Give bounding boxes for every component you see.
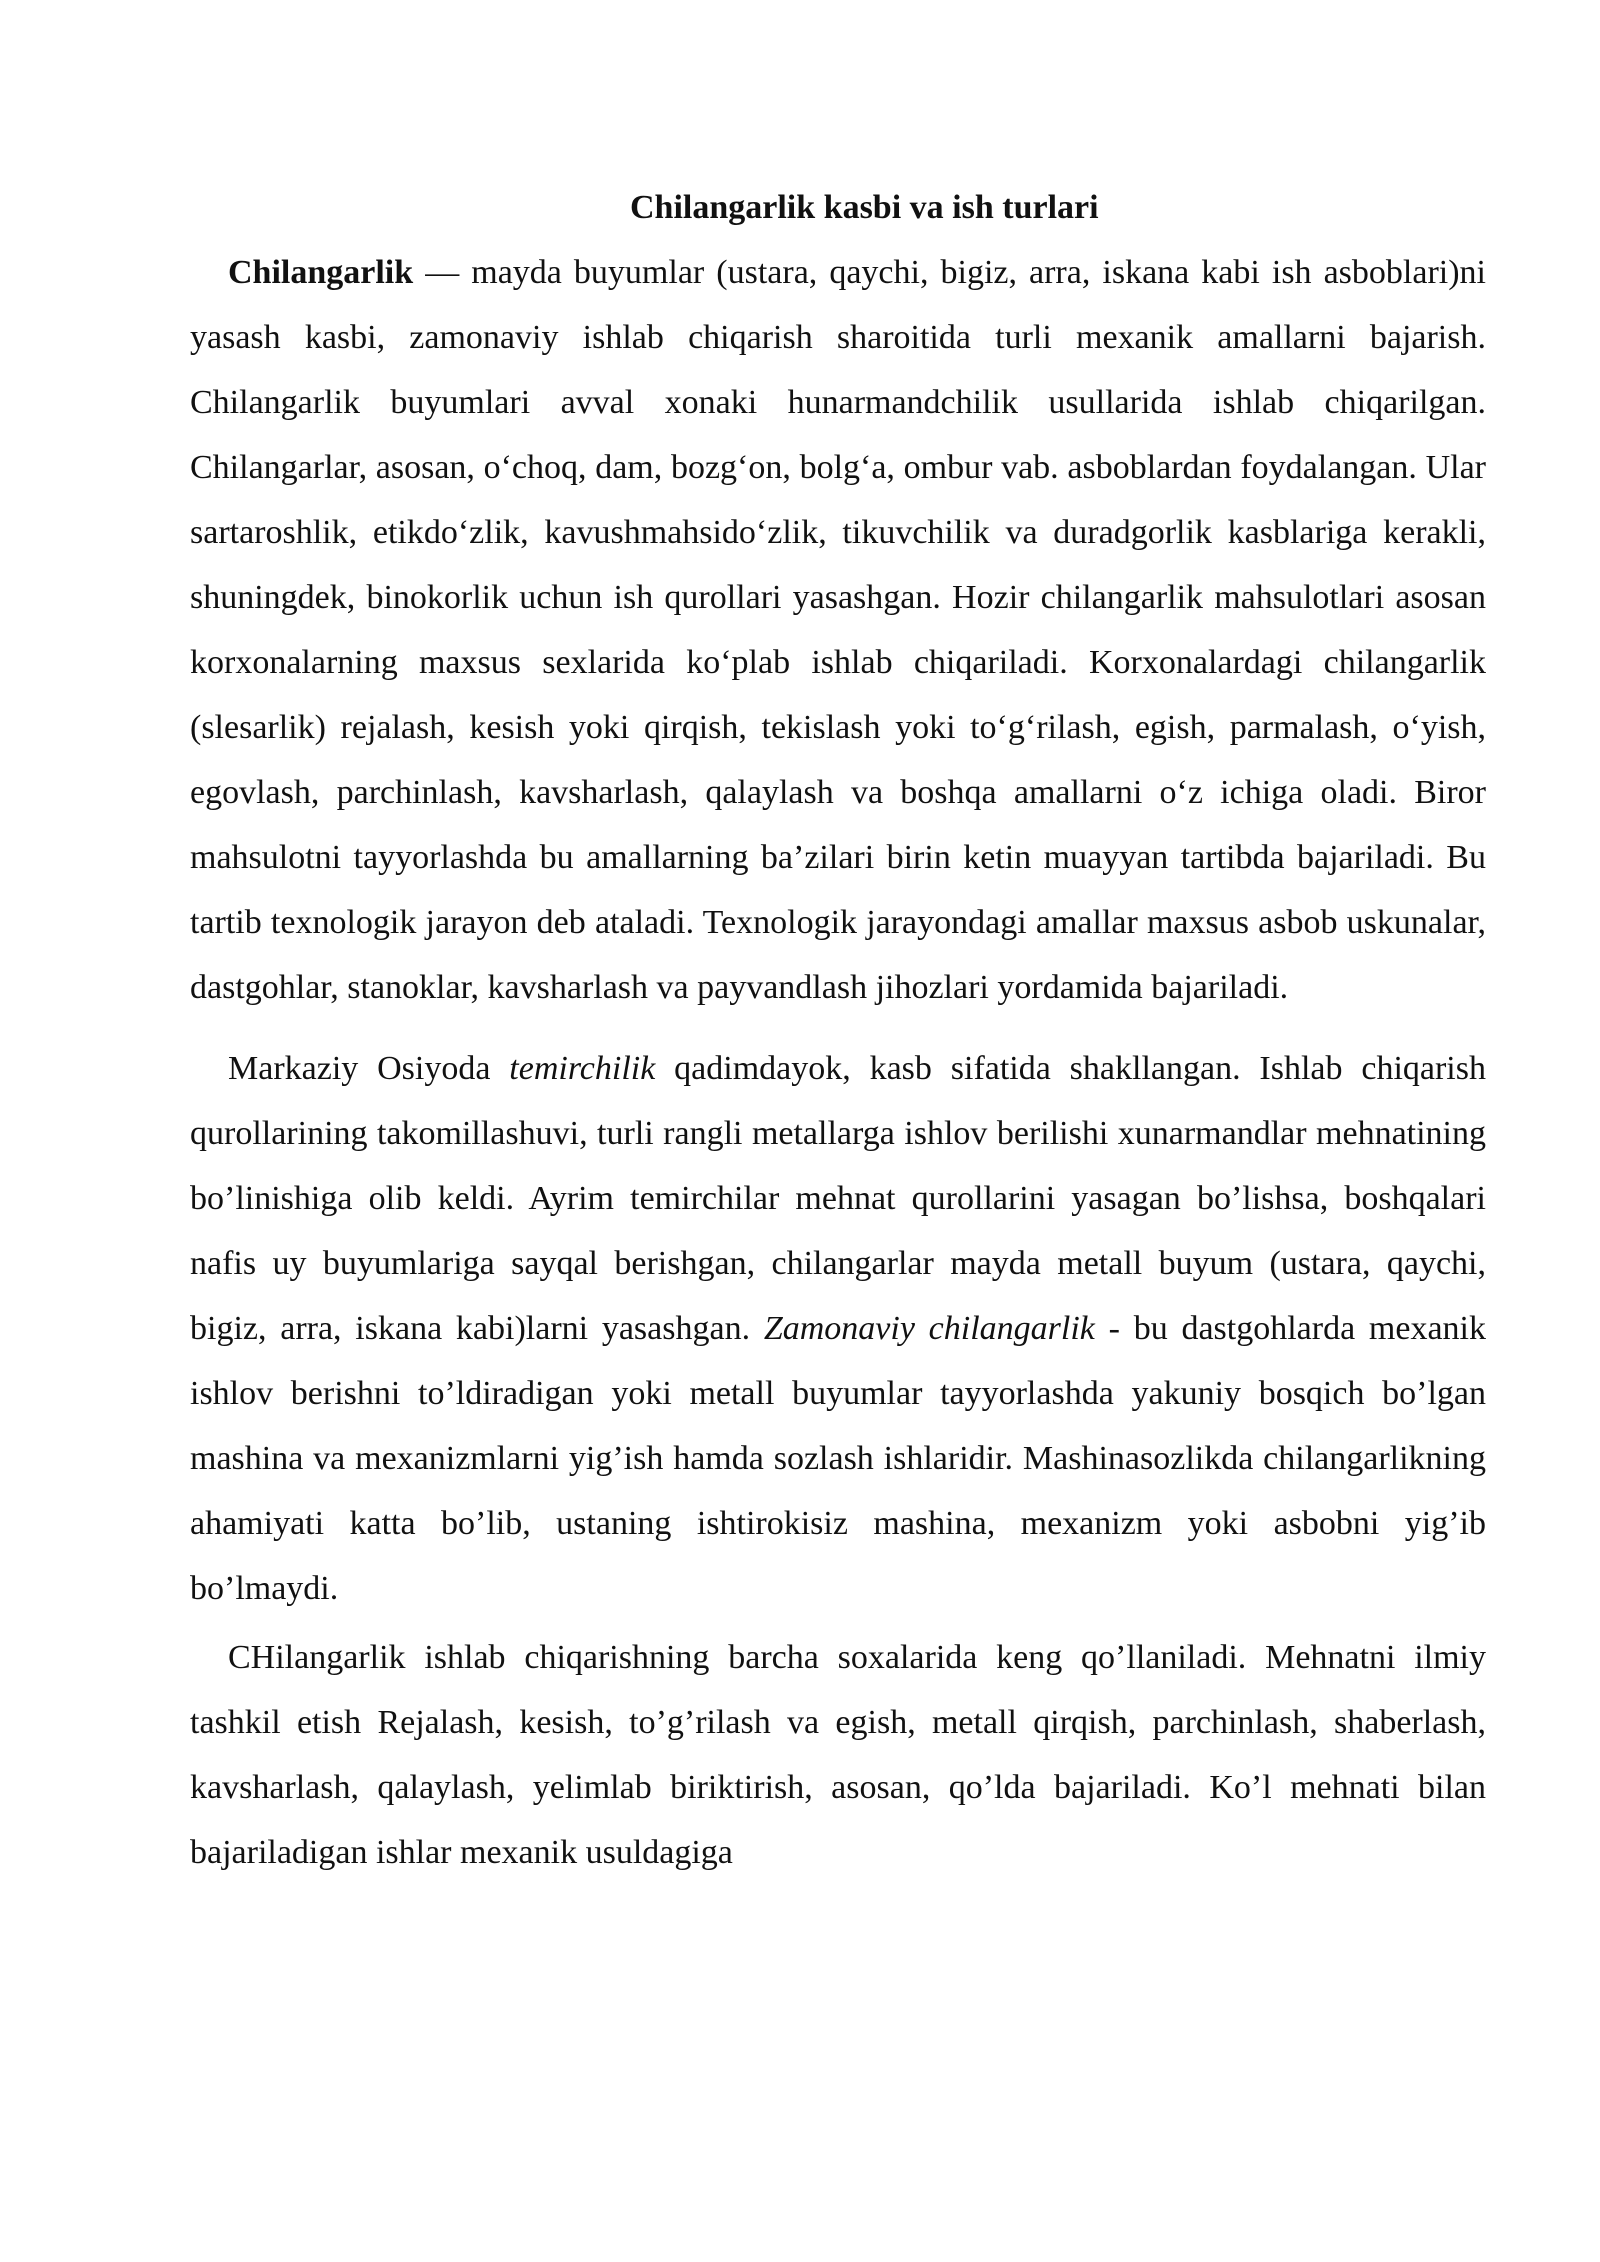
paragraph-1 (190, 240, 1486, 1020)
paragraph-2-text-c: - bu dastgohlarda mexanik ishlov berishni to’ldiradigan yoki metall buyumlar tayyorlashda yakuniy bosqich bo’lgan mashina va mexanizmlarni yig’ish hamda sozlash ishlaridir. Mashinasozlikda chilangarlikning ahamiyati katta bo’lib, ustaning ishtirokisiz mashina, mexanizm yoki asbobni yig’ib bo’lmaydi. (190, 1310, 1486, 1607)
document-title: Chilangarlik kasbi va ish turlari (630, 189, 1099, 226)
paragraph-2-text-b: qadimdayok, kasb sifatida shakllangan. Ishlab chiqarish qurollarining takomillashuvi, turli rangli metallarga ishlov berilishi xunarmandlar mehnatining bo’linishiga olib keldi. Ayrim temirchilar mehnat qurollarini yasagan bo’lishsa, boshqalari nafis uy buyumlariga sayqal berishgan, chilangarlar mayda metall buyum (ustara, qaychi, bigiz, arra, iskana kabi)larni yasashgan. (190, 1050, 1486, 1347)
term-zamonaviy-chilangarlik: Zamonaviy chilangarlik (763, 1310, 1095, 1347)
paragraph-3 (190, 1625, 1486, 1885)
paragraph-2-text-a: Markaziy Osiyoda (228, 1050, 510, 1087)
term-chilangarlik: Chilangarlik (228, 254, 414, 291)
document-body (190, 182, 1486, 1885)
term-temirchilik: temirchilik (509, 1050, 656, 1087)
paragraph-3-text: CHilangarlik ishlab chiqarishning barcha soxalarida keng qo’llaniladi. Mehnatni ilmiy tashkil etish Rejalash, kesish, to’g’rilash va egish, metall qirqish, parchinlash, shaberlash, kavsharlash, qalaylash, yelimlab biriktirish, asosan, qo’lda bajariladi. Ko’l mehnati bilan bajariladigan ishlar mexanik usuldagiga (190, 1639, 1486, 1871)
paragraph-2 (190, 1036, 1486, 1621)
paragraph-1-text: — mayda buyumlar (ustara, qaychi, bigiz, arra, iskana kabi ish asboblari)ni yasash kasbi, zamonaviy ishlab chiqarish sharoitida turli mexanik amallarni bajarish. Chilangarlik buyumlari avval xonaki hunarmandchilik usullarida ishlab chiqarilgan. Chilangarlar, asosan, o‘choq, dam, bozg‘on, bolg‘a, ombur vab. asboblardan foydalangan. Ular sartaroshlik, etikdo‘zlik, kavushmahsido‘zlik, tikuvchilik va duradgorlik kasblariga kerakli, shuningdek, binokorlik uchun ish qurollari yasashgan. Hozir chilangarlik mahsulotlari asosan korxonalarning maxsus sexlarida ko‘plab ishlab chiqariladi. Korxonalardagi chilangarlik (slesarlik) rejalash, kesish yoki qirqish, tekislash yoki to‘g‘rilash, egish, parmalash, o‘yish, egovlash, parchinlash, kavsharlash, qalaylash va boshqa amallarni o‘z ichiga oladi. Biror mahsulotni tayyorlashda bu amallarning ba’zilari birin ketin muayyan tartibda bajariladi. Bu tartib texnologik jarayon deb ataladi. Texnologik jarayondagi amallar maxsus asbob uskunalar, dastgohlar, stanoklar, kavsharlash va payvandlash jihozlari yordamida bajariladi. (190, 254, 1486, 1006)
